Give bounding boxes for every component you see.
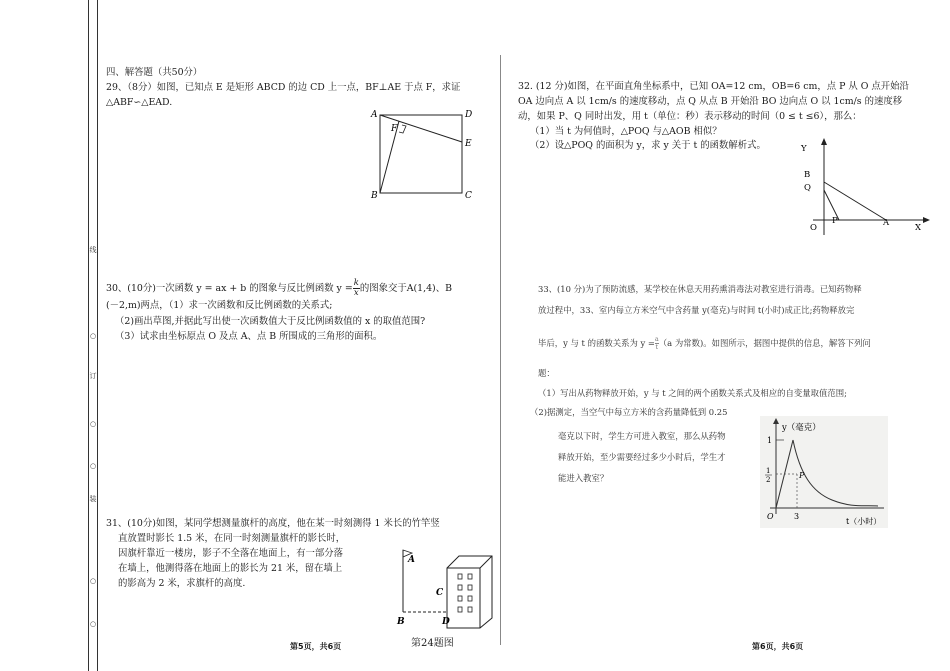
right-angle-mark xyxy=(399,125,406,133)
q29-text-line2: △ABF∽△EAD. xyxy=(106,97,173,108)
binding-mark-xian: 线 xyxy=(89,246,97,254)
q32-text-line5: （2）设△POQ 的面积为 y，求 y 关于 t 的函数解析式。 xyxy=(530,140,766,151)
label-q: Q xyxy=(804,183,811,193)
binding-circle: ○ xyxy=(89,420,97,428)
q30-text-line3: （2)画出草图,并据此写出使一次函数值大于反比例函数值的 x 的取值范围? xyxy=(115,316,426,327)
frac-denominator: t xyxy=(655,343,659,351)
label-f: F xyxy=(391,124,398,134)
q31-text-line4: 在墙上，他测得落在地面上的影长为 21 米，留在墙上 xyxy=(118,563,343,574)
q31-text-line1: 31、(10分)如图，某同学想测量旗杆的高度，他在某一时刻测得 1 米长的竹竿竖 xyxy=(106,518,440,529)
q30-text-line2: (－2,m)两点，（1）求一次函数和反比例函数的关系式; xyxy=(106,300,333,311)
label-three: 3 xyxy=(794,512,800,521)
q29-rectangle-figure xyxy=(368,104,478,204)
label-half-num: 1 xyxy=(766,467,771,475)
q32-coordinate-figure xyxy=(795,135,935,247)
x-axis-arrow xyxy=(923,217,930,223)
label-c: C xyxy=(436,588,444,598)
binding-circle: ○ xyxy=(89,620,97,628)
frac-denominator: x xyxy=(353,288,359,298)
q30-text-line1 xyxy=(106,279,452,298)
scan-background xyxy=(760,416,888,528)
q31-flagpole-figure xyxy=(392,540,500,632)
binding-mark-zhuang: 装 xyxy=(89,495,97,503)
q33-line3-b: （a 为常数)。如图所示，据图中提供的信息，解答下列问 xyxy=(658,338,871,348)
q32-text-line2: OA 边向点 A 以 1cm/s 的速度移动，点 Q 从点 B 开始沿 BO 边向点 O 以 1cm/s 的速度移 xyxy=(518,96,903,107)
figure-caption: 第24题图 xyxy=(411,638,454,649)
label-y: Y xyxy=(801,144,807,154)
label-p: P xyxy=(799,471,805,480)
q30-line1-a: 30、(10分)一次函数 y = ax + b 的图象与反比例函数 y = xyxy=(106,283,353,294)
label-y-unit: y（毫克） xyxy=(782,423,821,433)
label-one: 1 xyxy=(767,436,773,445)
y-axis-arrow xyxy=(821,138,827,145)
label-e: E xyxy=(465,139,472,149)
label-a: A xyxy=(408,555,415,565)
q33-line3-a: 毕后，y 与 t 的函数关系为 y = xyxy=(538,338,655,348)
q30-text-line4: （3）试求由坐标原点 O 及点 A、点 B 所围成的三角形的面积。 xyxy=(115,331,383,342)
q30-fraction xyxy=(353,279,360,298)
label-b: B xyxy=(804,170,811,180)
label-b: B xyxy=(397,617,405,627)
label-a: A xyxy=(371,110,378,120)
label-a: A xyxy=(883,218,890,228)
q30-line1-b: 的图象交于A(1,4)、B xyxy=(359,283,452,294)
section-title: 四、解答题（共50分） xyxy=(106,67,203,78)
label-o: O xyxy=(810,223,817,233)
binding-circle: ○ xyxy=(89,577,97,585)
label-c: C xyxy=(465,191,472,201)
q32-text-line4: （1）当 t 为何值时，△POQ 与△AOB 相似？ xyxy=(530,126,722,137)
label-half-den: 2 xyxy=(766,476,771,484)
q33-text-line2: 放过程中，33、室内每立方米空气中含药量 y(毫克)与时间 t(小时)成正比;药物释放完 xyxy=(538,305,855,315)
frac-numerator: a xyxy=(654,335,659,343)
label-x: X xyxy=(915,223,922,233)
q31-text-line5: 的影高为 2 米，求旗杆的高度. xyxy=(118,578,246,589)
q33-text-line1: 33、(10 分)为了预防流感，某学校在休息天用药熏消毒法对教室进行消毒。已知药物释 xyxy=(538,284,862,294)
binding-circle: ○ xyxy=(89,332,97,340)
q33-decay-graph xyxy=(760,416,888,528)
q33-text-line7: 毫克以下时，学生方可进入教室，那么从药物 xyxy=(558,431,726,441)
label-o: O xyxy=(767,512,774,521)
q33-text-line6: （2)据测定，当空气中每立方米的含药量降低到 0.25 xyxy=(530,407,728,417)
binding-mark-ding: 订 xyxy=(89,372,97,380)
q32-text-line3: 动，如果 P、Q 同时出发，用 t（单位：秒）表示移动的时间（0 ≤ t ≤6），那么： xyxy=(518,111,862,122)
q33-text-line5: （1）写出从药物释放开始，y 与 t 之间的两个函数关系式及相应的自变量取值范围; xyxy=(538,388,847,398)
label-b: B xyxy=(371,191,378,201)
label-d: D xyxy=(442,617,450,627)
footer-right: 第6页，共6页 xyxy=(752,642,804,651)
q33-text-line8: 释放开始，至少需要经过多少小时后，学生才 xyxy=(558,452,726,462)
building xyxy=(447,556,492,628)
segment-ba xyxy=(824,182,886,220)
q33-text-line3 xyxy=(538,336,871,351)
q32-text-line1: 32. (12 分)如图，在平面直角坐标系中，已知 OA=12 cm，OB=6 cm，点 P 从 O 点开始沿 xyxy=(518,81,909,92)
label-d: D xyxy=(465,110,473,120)
q33-text-line9: 能进入教室？ xyxy=(558,473,609,483)
binding-circle: ○ xyxy=(89,462,97,470)
q31-text-line3: 因旗杆靠近一楼房，影子不全落在地面上，有一部分落 xyxy=(118,548,344,559)
q33-text-line4: 题： xyxy=(538,368,555,378)
page-divider xyxy=(500,55,501,645)
q31-text-line2: 直放置时影长 1.5 米，在同一时刻测量旗杆的影长时， xyxy=(118,533,346,544)
label-p: P xyxy=(832,216,838,226)
q29-text-line1: 29、（8分）如图，已知点 E 是矩形 ABCD 的边 CD 上一点，BF⊥AE 于点 F，求证 xyxy=(106,82,461,93)
label-t-unit: t（小时） xyxy=(846,517,882,526)
footer-left: 第5页，共6页 xyxy=(290,642,342,651)
frac-numerator: k xyxy=(353,278,359,288)
